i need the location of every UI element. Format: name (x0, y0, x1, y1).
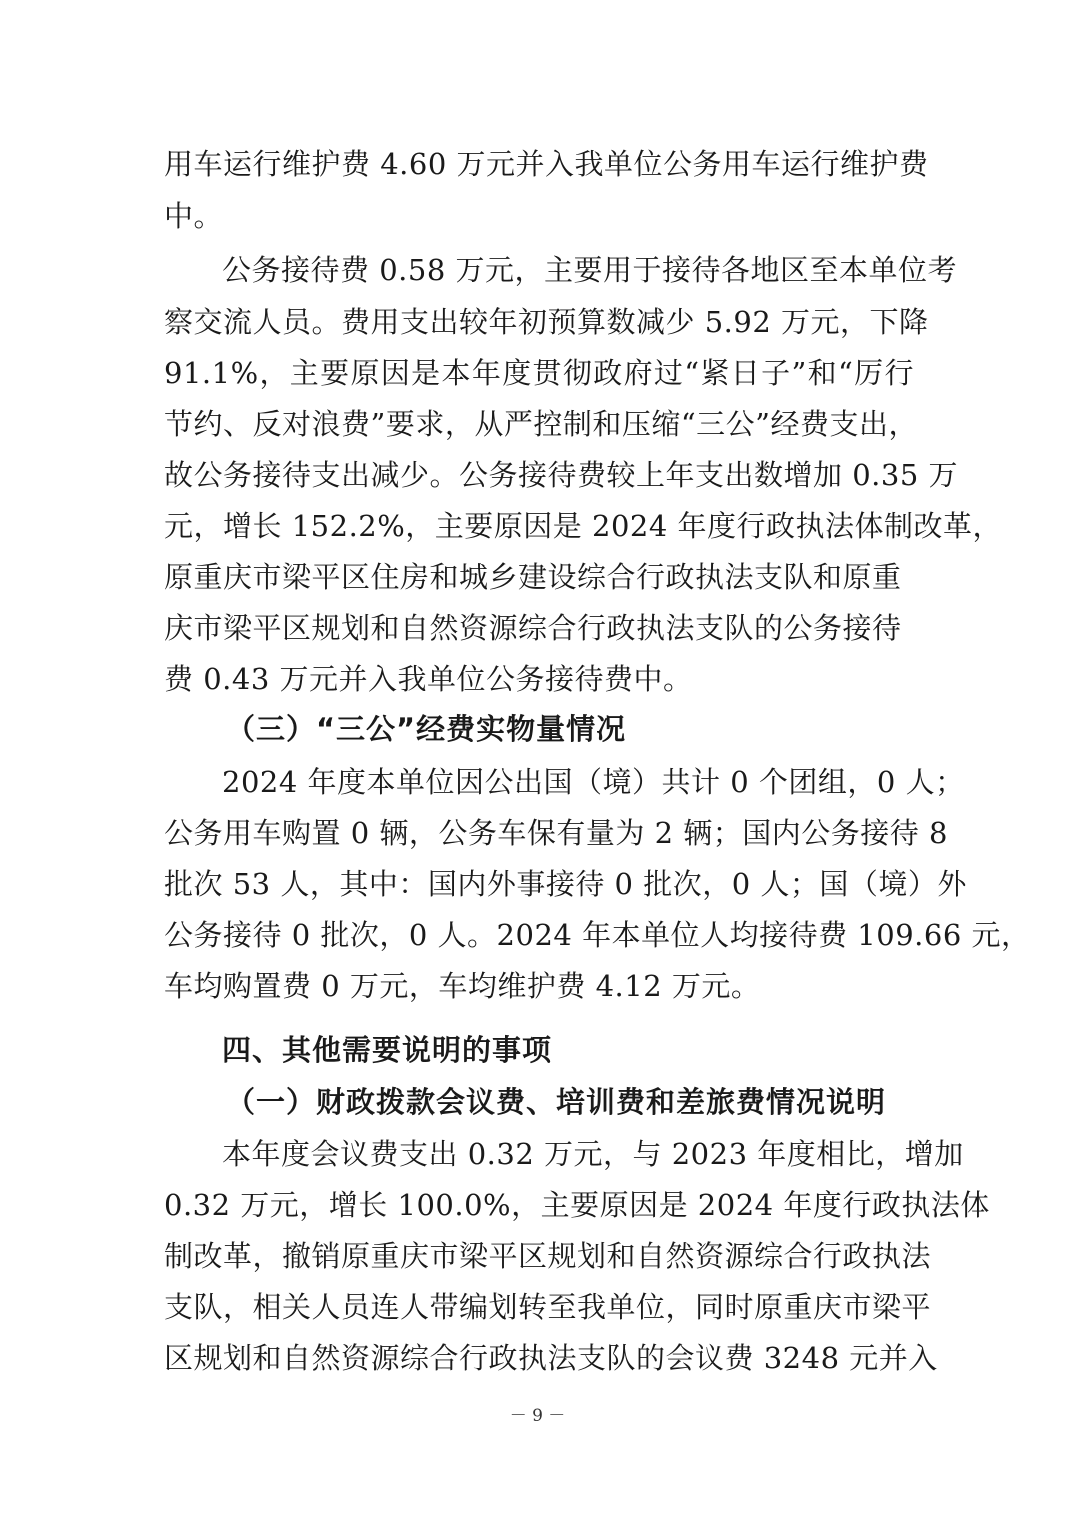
page-number: － 9 － (509, 1406, 566, 1426)
text-line: 91.1%，主要原因是本年度贯彻政府过“紧日子”和“厉行 (164, 356, 914, 390)
text-line: 中。 (164, 199, 224, 233)
text-line: 制改革，撤销原重庆市梁平区规划和自然资源综合行政执法 (164, 1239, 932, 1273)
text-line: 支队，相关人员连人带编划转至我单位，同时原重庆市梁平 (164, 1290, 932, 1324)
text-line: 元，增长 152.2%，主要原因是 2024 年度行政执法体制改革， (164, 509, 1003, 543)
text-line: 0.32 万元，增长 100.0%，主要原因是 2024 年度行政执法体 (164, 1188, 990, 1222)
text-line: 公务用车购置 0 辆，公务车保有量为 2 辆；国内公务接待 8 (164, 816, 948, 850)
section-heading: （三）“三公”经费实物量情况 (226, 712, 627, 746)
text-line: 本年度会议费支出 0.32 万元，与 2023 年度相比，增加 (222, 1137, 964, 1171)
text-line: 用车运行维护费 4.60 万元并入我单位公务用车运行维护费 (164, 147, 929, 181)
text-line: 公务接待费 0.58 万元，主要用于接待各地区至本单位考 (222, 253, 958, 287)
text-line: 费 0.43 万元并入我单位公务接待费中。 (164, 662, 693, 696)
chapter-heading: 四、其他需要说明的事项 (222, 1033, 553, 1067)
text-line: 庆市梁平区规划和自然资源综合行政执法支队的公务接待 (164, 611, 902, 645)
text-line: 2024 年度本单位因公出国（境）共计 0 个团组，0 人； (222, 765, 965, 799)
text-line: 车均购置费 0 万元，车均维护费 4.12 万元。 (164, 969, 761, 1003)
section-heading: （一）财政拨款会议费、培训费和差旅费情况说明 (226, 1085, 887, 1119)
text-line: 故公务接待支出减少。公务接待费较上年支出数增加 0.35 万 (164, 458, 959, 492)
text-line: 节约、反对浪费”要求，从严控制和压缩“三公”经费支出， (164, 407, 918, 441)
text-line: 批次 53 人，其中：国内外事接待 0 批次，0 人；国（境）外 (164, 867, 967, 901)
text-line: 区规划和自然资源综合行政执法支队的会议费 3248 元并入 (164, 1341, 938, 1375)
text-line: 原重庆市梁平区住房和城乡建设综合行政执法支队和原重 (164, 560, 902, 594)
text-line: 察交流人员。费用支出较年初预算数减少 5.92 万元，下降 (164, 305, 929, 339)
text-line: 公务接待 0 批次，0 人。2024 年本单位人均接待费 109.66 元， (164, 918, 1031, 952)
